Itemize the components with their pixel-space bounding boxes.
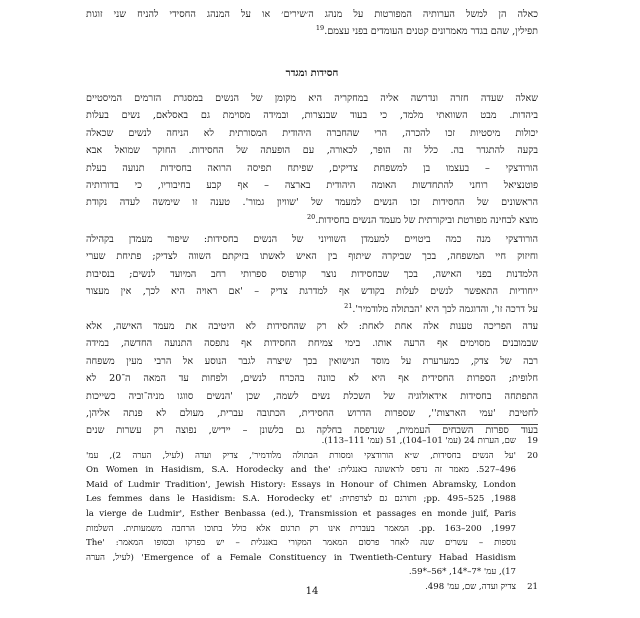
text-line: רבה של צדק, כמערערת על מוסד הנישואין בכך שיצרה לגבר הנוסע אל הרבי מעין משפחה — [86, 355, 538, 367]
text-line: פוטנציאל רוחני להתחדשות האומה היהודית בארצה – אף קבע בחיבוריו, כי בדורותיה — [86, 180, 538, 192]
footnote-text — [86, 449, 516, 580]
intro-paragraph — [86, 6, 538, 41]
text-line: כאלה הן למשל הערותיה המפורטות על מנהג ה׳שירים׳ או על המנהג החסידי להניח שני זוגות — [86, 9, 538, 20]
text-line: שם, הערות 24 (עמ' 101–104), 51 (עמ' 111–113). — [321, 436, 516, 446]
text-line: יכולות מיסטיות זכו להכרה, הרי שהחברה היהודית המסורתית לא הניחה לנשים שכאלה — [86, 127, 538, 139]
text-line: 1997, pp. 163–200. המאמר בעברית אינו רק תרגום אלא כולל בתוכו הרחבה משמעותית. השלמות — [86, 523, 516, 534]
text-line: שאלה שעדה חזרה ונדרשה אליה במחקריה היא מקומן של הנשים במסגרת הזרמים המיסטיים — [86, 93, 538, 104]
text-line: הורודצקי מנה כמה ביטויים למעמדן השוויוני של הנשים בחסידות: שיפור מעמדן בקהילה — [86, 234, 538, 245]
text-line: תפילין, שהם בגדר מאמרונים קטנים העומדים בפני עצמם. — [324, 26, 538, 38]
footnote-19 — [86, 434, 538, 449]
text-line: מוצא לבחינה מפורטת וביקורתית של מעמד הנשים בחסידות. — [315, 214, 538, 226]
footnote-ref: 21 — [344, 301, 353, 310]
text-line: צדיק ועדה, שם, עמ' 498. — [425, 581, 516, 592]
footnote-divider — [428, 424, 538, 425]
text-line: la vierge de Ludmir', Esther Benbassa (ed.), Transmission et passages en monde juif, Paris — [86, 508, 516, 519]
text-line: בעוד ספרות השבחים העממית, שנדפסה בחלקה גם בלשונן – יידיש, נפוצה רק עשרות שנים — [86, 425, 538, 437]
body-paragraph-1 — [86, 90, 538, 229]
text-line: עדה הפריכה טענות אלה אחת לאחת: לא רק שהחסידות לא היטיבה את מעמד האישה, אלא — [86, 321, 538, 332]
footnote-ref: 20 — [306, 212, 316, 221]
text-line: הורודצקי – בעצמו בן למשפחת צדיקים, שפיתח תפיסה הרואה בחסידות תנועה בעלת — [86, 162, 538, 174]
text-line: הלמדנות בפני האישה, בכך שבחסידות נוצר קורפוס ספרותי רחב המיועד לנשים; בנסיבות — [86, 268, 538, 280]
text-line: התפתחה בחסידות אידאולוגיה של השכלת נשים לשמה, שכן 'הנשים סווגו מניה־וביה כשייכות — [86, 390, 538, 402]
text-line: 496–527. מאמר זה נדפס לראשונה באנגלית: 'On Women in Hasidism, S.A. Horodecky and the — [86, 465, 516, 476]
text-line: שבמובנים מסוימים אף הרעה אותו. בימי צמיחת החסידות אף נתפסה התנועה החדשה, במידה — [86, 338, 538, 350]
body-paragraph-3 — [86, 318, 538, 440]
text-line: ייחודיות התאפשר לנשים לעלות בקודש אף למדרגת צדיק – 'אם ראויה היא לכך, אין מעצור — [86, 286, 538, 298]
body-paragraph-2 — [86, 231, 538, 318]
text-line: Emergence of a Female Constituency in Twentieth-Century Habad Hasidism' (לעיל, הערה — [86, 552, 516, 563]
footnote-number: 19 — [527, 436, 538, 446]
footnote-number: 21 — [527, 581, 538, 592]
footnote-text — [86, 434, 516, 449]
text-line-last — [86, 23, 538, 40]
footnote-number: 20 — [527, 450, 538, 461]
footnote-20 — [86, 449, 538, 580]
text-line: 17), עמ' *7–*14, *56–*59. — [408, 567, 516, 578]
text-line-last — [86, 212, 538, 229]
text-line: ביהדות. מבט השוואתי מלמד, כי בעוד שבנצרות, ובמידה מסוימת גם באסלאם, נשים בעלות — [86, 110, 538, 122]
document-page — [86, 0, 538, 618]
text-line: 'על הנשים בחסידות, ש״א הורודצקי ומסורת הבתולה מלודמיר', צדיק ועדה (לעיל, הערה 2), עמ' — [86, 450, 516, 461]
text-line: וחיזוק חיי המשפחה, בכך שביקרה שיתוף בין האיש לאשתו בזיקתם השווה לצדיק; פתיחת שערי — [86, 251, 538, 263]
text-line: בקעה להתגדר בה. כלל זה הופר, לכאורה, עם הופעתה של החסידות. החוקר שמואל אבא — [86, 145, 538, 157]
text-line: Maid of Ludmir Tradition', Jewish History: Essays in Honour of Chimen Abramsky, London — [86, 479, 516, 490]
text-line: לחטיבת 'עמי הארצות'', שספרות הדרוש החסידית, הכתובה עברית, מעולם לא פנתה אליהן, — [86, 408, 538, 420]
footnote-ref: 19 — [315, 24, 325, 33]
text-line: 1988, pp. 495–525; ותורגם גם לצרפתית: 'Les femmes dans le Hasidism: S.A. Horodecky et — [86, 494, 516, 505]
section-heading: חסידות ומגדר — [285, 68, 339, 79]
text-line-last — [86, 301, 538, 318]
page-number: 14 — [305, 586, 319, 597]
footnotes — [86, 434, 538, 595]
text-line: נוספות – עשרים שנה לאחר פרסום המאמר המקורי באנגלית – יש בפרקו ובסופו המאמר: 'The — [86, 538, 516, 549]
text-line: חלופית; הספרות החסידית אף היא לא כוונה בהכרח לנשים, ולפחות עד המאה ה־20 לא — [86, 373, 538, 385]
text-line: על דרכה זו', והדוגמה לכך היא 'הבתולה מלודמיר'. — [352, 303, 538, 315]
text-line: הראשונים של החסידות זכו הנשים למעמד של 'שוויון גמור'. טענה זו שימשה לעדה נקודת — [86, 197, 538, 209]
